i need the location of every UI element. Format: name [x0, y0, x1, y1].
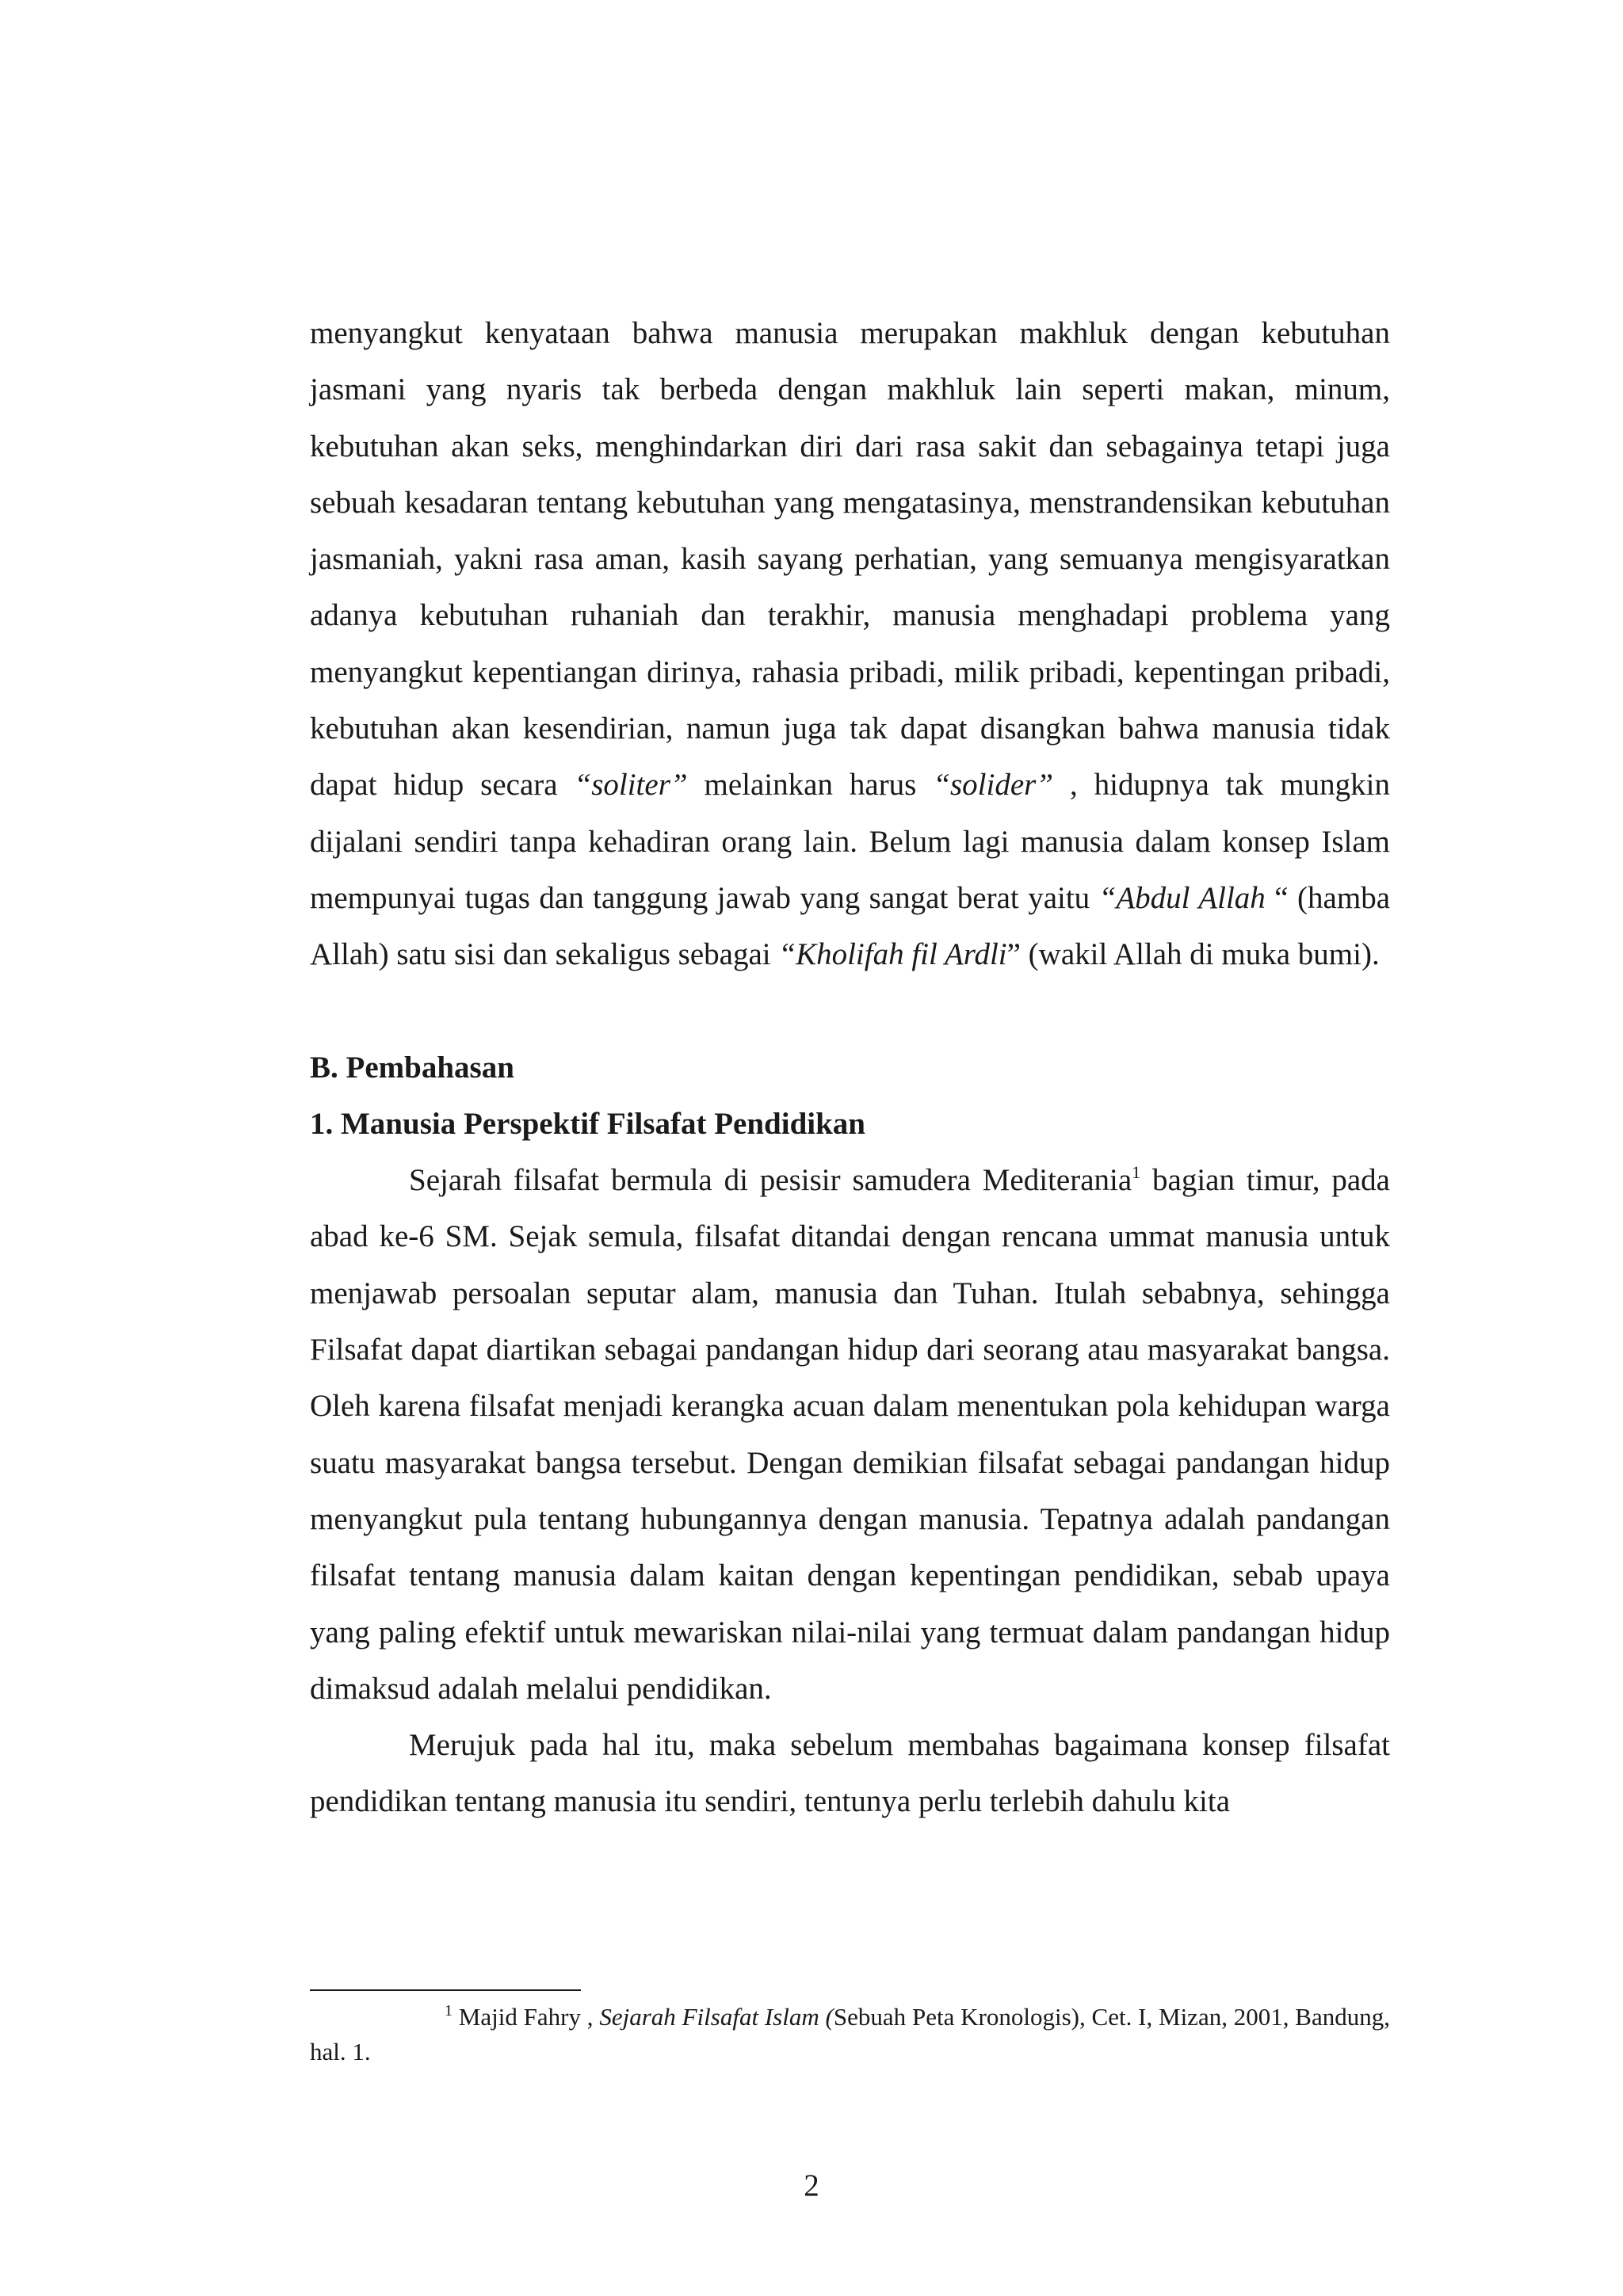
- paragraph-text: bagian timur, pada abad ke-6 SM. Sejak semula, filsafat ditandai dengan rencana ummat manusia untuk menjawab persoalan seputar alam, manusia dan Tuhan. Itulah sebabnya, sehingga Filsafat dapat diartikan sebagai pandangan hidup dari seorang atau masyarakat bangsa. Oleh karena filsafat menjadi kerangka acuan dalam menentukan pola kehidupan warga suatu masyarakat bangsa tersebut. Dengan demikian filsafat sebagai pandangan hidup menyangkut pula tentang hubungannya dengan manusia. Tepatnya adalah pandangan filsafat tentang manusia dalam kaitan dengan kepentingan pendidikan, sebab upaya yang paling efektif untuk mewariskan nilai-nilai yang termuat dalam pandangan hidup dimaksud adalah melalui pendidikan.: [310, 1163, 1390, 1706]
- footnote-text: Sebuah Peta Kronologis), Cet. I, Mizan, 2001, Bandung, hal. 1.: [310, 2003, 1390, 2065]
- footnote-reference[interactable]: 1: [1132, 1162, 1141, 1183]
- paragraph-text: Sejarah filsafat bermula di pesisir samudera Mediterania: [409, 1163, 1132, 1198]
- footnote-separator: [310, 1989, 581, 1991]
- footnote: [310, 2000, 1390, 2069]
- italic-term-solider: “solider”: [933, 768, 1054, 803]
- paragraph-text: , hidupnya tak mungkin dijalani sendiri tanpa kehadiran orang lain. Belum lagi manusia dalam konsep Islam mempunyai tugas dan tanggung jawab yang sangat berat yaitu: [310, 768, 1390, 915]
- paragraph-history: [310, 1152, 1390, 1717]
- italic-term-soliter: “soliter”: [574, 768, 688, 803]
- footnote-text: Majid Fahry ,: [453, 2003, 600, 2031]
- italic-term-kholifah: “Kholifah fil Ardli: [778, 937, 1007, 972]
- body-text: [310, 305, 1390, 1830]
- paragraph-text: menyangkut kenyataan bahwa manusia merupakan makhluk dengan kebutuhan jasmani yang nyaris tak berbeda dengan makhluk lain seperti makan, minum, kebutuhan akan seks, menghindarkan diri dari rasa sakit dan sebagainya tetapi juga sebuah kesadaran tentang kebutuhan yang mengatasinya, menstrandensikan kebutuhan jasmaniah, yakni rasa aman, kasih sayang perhatian, yang semuanya mengisyaratkan adanya kebutuhan ruhaniah dan terakhir, manusia menghadapi problema yang menyangkut kepentiangan dirinya, rahasia pribadi, milik pribadi, kepentingan pribadi, kebutuhan akan kesendirian, namun juga tak dapat disangkan bahwa manusia tidak dapat hidup secara: [310, 316, 1390, 803]
- paragraph-text: melainkan harus: [704, 768, 917, 803]
- paragraph-referral: Merujuk pada hal itu, maka sebelum membahas bagaimana konsep filsafat pendidikan tentang manusia itu sendiri, tentunya perlu terlebih dahulu kita: [310, 1728, 1390, 1819]
- footnote-book-title: Sejarah Filsafat Islam (: [599, 2003, 834, 2031]
- paragraph-gap: [310, 983, 1390, 1039]
- subsection-heading: 1. Manusia Perspektif Filsafat Pendidikan: [310, 1106, 865, 1141]
- page-number: 2: [804, 2168, 819, 2203]
- italic-term-abdul-allah: “Abdul Allah: [1098, 880, 1266, 915]
- section-heading: B. Pembahasan: [310, 1050, 514, 1085]
- paragraph-text: “ (hamba Allah) satu sisi dan sekaligus sebagai: [310, 880, 1390, 972]
- paragraph-text: ” (wakil Allah di muka bumi).: [1006, 937, 1380, 972]
- footnote-mark: 1: [445, 2002, 453, 2019]
- paragraph-continuation: [310, 305, 1390, 983]
